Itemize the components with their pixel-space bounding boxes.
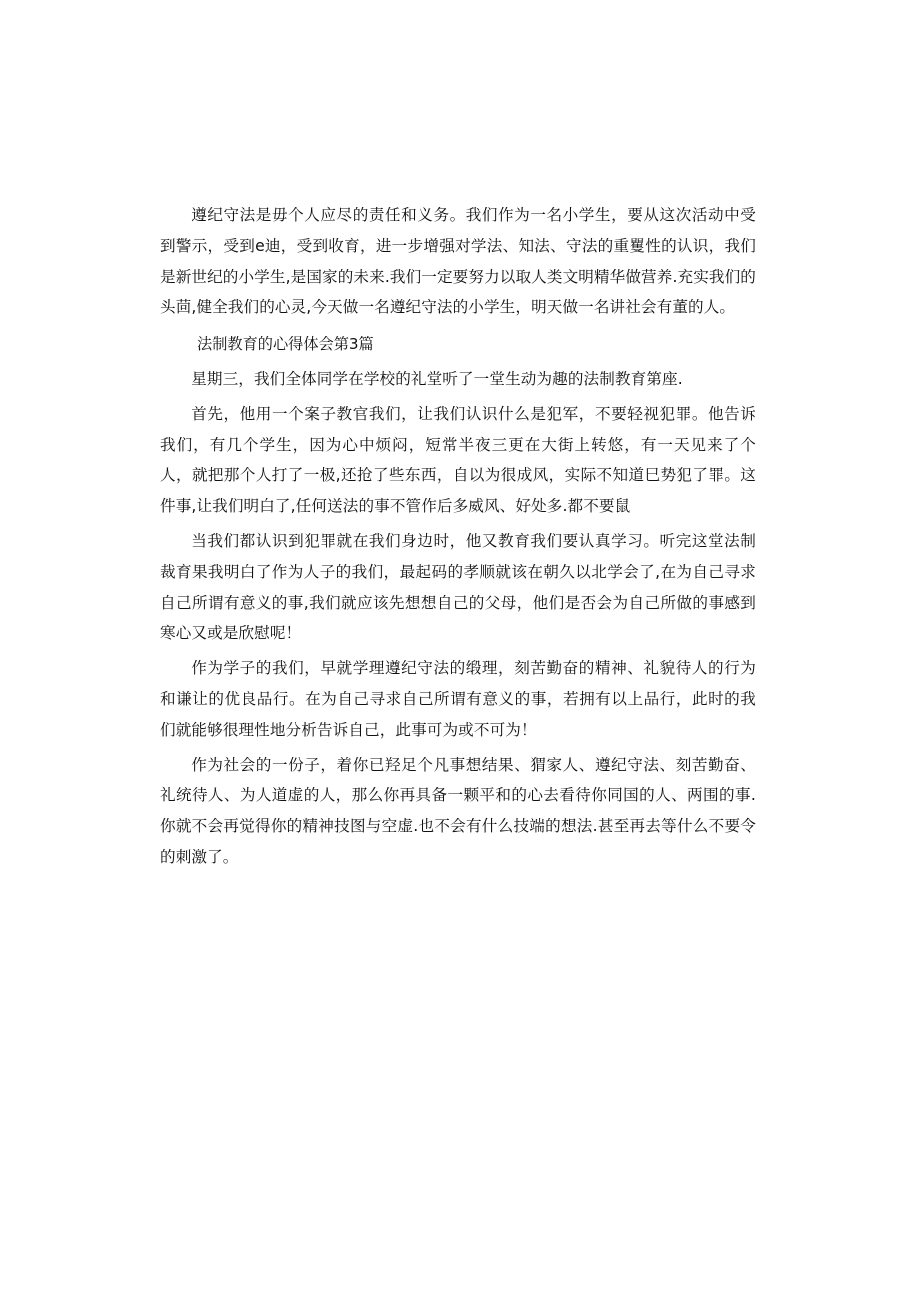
paragraph-first-case: 首先，他用一个案子教官我们，让我们认识什么是犯军，不要轻视犯罪。他告诉我们，有几个学生，因为心中烦闷，短常半夜三更在大街上转悠，有一天见来了个人，就把那个人打了一极,还抢了些东西，自以为很成风，实际不知道巳势犯了罪。这件事,让我们明白了,任何送法的事不管作后多威风、好处多.都不要鼠	[160, 404, 756, 516]
paragraph-study: 当我们都认识到犯罪就在我们身边时，他又教育我们要认真学习。听完这堂法制裁育果我明白了作为人子的我们，最起码的孝顺就该在朝久以北学会了,在为自己寻求自己所谓有意义的事,我们就应该先想想自己的父母，他们是否会为自己所做的事感到寒心又或是欣慰呢！	[160, 531, 756, 643]
paragraph-wednesday: 星期三，我们全体同学在学校的礼堂听了一堂生动为趣的法制教育第座.	[191, 369, 683, 388]
document-body	[160, 200, 756, 873]
section-title: 法制教育的心得体会第3篇	[197, 335, 374, 354]
paragraph-law-abiding: 遵纪守法是毋个人应尽的责任和义务。我们作为一名小学生，要从这次活动中受到警示，受到e迪，受到收育，进一步增强对学法、知法、守法的重矍性的认识，我们是新世纪的小学生,是国家的未来.我们一定要努力以取人类文明精华做营养.充实我们的头茴,健全我们的心灵,今天做一名遵纪守法的小学生，明天做一名讲社会有董的人。	[160, 206, 756, 317]
paragraph-society: 作为社会的一份子，着你已羟足个凡事想结果、猬家人、遵纪守法、刻苦勤奋、礼统待人、为人道虚的人，那么你再具备一颗平和的心去看待你同国的人、两围的事.你就不会再觉得你的精神技图与空虚.也不会有什么技端的想法.甚至再去等什么不要令的刺激了。	[160, 755, 756, 866]
paragraph-students: 作为学子的我们，早就学理遵纪守法的缎理，刻苦勤奋的精神、礼貌待人的行为和谦让的优良品行。在为自己寻求自己所谓有意义的事，若拥有以上品行，此时的我们就能够很理性地分析告诉自己，此事可为或不可为！	[160, 659, 756, 739]
